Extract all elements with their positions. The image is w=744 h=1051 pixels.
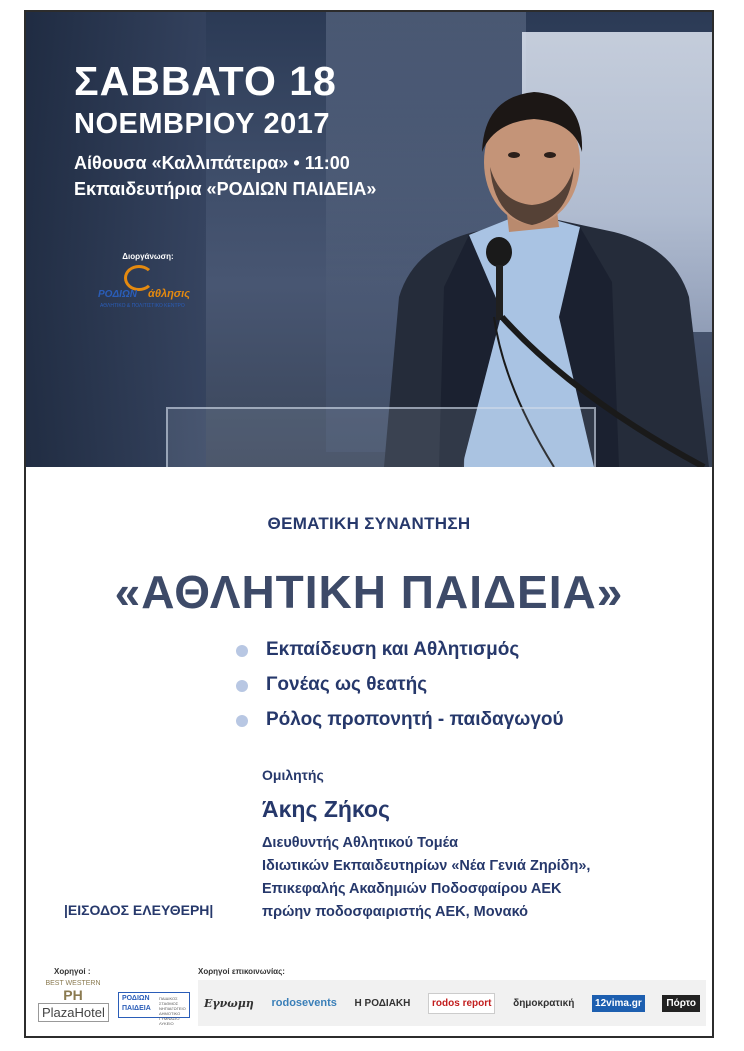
event-date-line1: ΣΑΒΒΑΤΟ 18 xyxy=(74,58,337,104)
organizer-logo-sub: ΑΘΛΗΤΙΚΟ & ΠΟΛΙΤΙΣΤΙΚΟ ΚΕΝΤΡΟ xyxy=(100,303,185,309)
topic-text: Ρόλος προπονητή - παιδαγωγού xyxy=(266,709,564,730)
sponsors-label: Χορηγοί : xyxy=(54,967,91,976)
bullet-icon xyxy=(236,680,248,692)
speaker-label: Ομιλητής xyxy=(262,767,324,783)
plaza-mark: PH xyxy=(63,987,83,1003)
media-logo: Πόρτο xyxy=(662,995,700,1012)
topic-text: Εκπαίδευση και Αθλητισμός xyxy=(266,639,520,660)
bio-line: Ιδιωτικών Εκπαιδευτηρίων «Νέα Γενιά Ζηρίδη», xyxy=(262,858,591,874)
media-logo: Η ΡΟΔΙΑΚΗ xyxy=(354,997,411,1009)
school-logo-text-2: ΠΑΙΔΕΙΑ xyxy=(122,1005,151,1012)
hero-photo xyxy=(26,12,712,467)
event-subtitle: ΘΕΜΑΤΙΚΗ ΣΥΝΑΝΤΗΣΗ xyxy=(267,514,471,533)
list-item xyxy=(236,707,564,742)
bio-line: Διευθυντής Αθλητικού Τομέα xyxy=(262,835,459,851)
venue-line2: Εκπαιδευτήρια «ΡΟΔΙΩΝ ΠΑΙΔΕΙΑ» xyxy=(74,179,377,199)
organizer xyxy=(88,252,198,315)
poster xyxy=(24,10,714,1038)
media-logo: rodos report xyxy=(428,993,495,1014)
media-logo: rodosevents xyxy=(271,997,337,1009)
event-title: «ΑΘΛΗΤΙΚΗ ΠΑΙΔΕΙΑ» xyxy=(114,566,624,618)
media-sponsor-strip xyxy=(198,980,706,1026)
plaza-top-text: BEST WESTERN xyxy=(45,980,101,987)
organizer-logo-text-2: άθλησις xyxy=(148,288,191,300)
school-logo-small: ΠΑΙΔΙΚΟΣ ΣΤΑΘΜΟΣ ΝΗΠΙΑΓΩΓΕΙΟ ΔΗΜΟΤΙΚΟ ΓΥΜΝΑΣΙΟ ΛΥΚΕΙΟ xyxy=(159,996,186,1026)
list-item xyxy=(236,672,564,707)
event-date-line2: ΝΟΕΜΒΡΙΟΥ 2017 xyxy=(74,108,331,140)
bullet-icon xyxy=(236,645,248,657)
free-entry-note: |ΕΙΣΟΔΟΣ ΕΛΕΥΘΕΡΗ| xyxy=(64,902,214,918)
plaza-hotel-logo xyxy=(38,980,108,1028)
venue-line1: Αίθουσα «Καλλιπάτειρα» • 11:00 xyxy=(74,153,350,173)
podium xyxy=(166,407,596,467)
organizer-label: Διοργάνωση: xyxy=(122,252,174,261)
bullet-icon xyxy=(236,715,248,727)
speaker-bio xyxy=(262,832,590,924)
bio-line: πρώην ποδοσφαιριστής ΑΕΚ, Μονακό xyxy=(262,904,529,920)
list-item xyxy=(236,637,564,672)
event-info xyxy=(74,58,376,202)
school-logo-text-1: ΡΟΔΙΩΝ xyxy=(122,995,150,1002)
bio-line: Επικεφαλής Ακαδημιών Ποδοσφαίρου ΑΕΚ xyxy=(262,881,562,897)
speaker-name: Άκης Ζήκος xyxy=(262,796,391,822)
school-logo xyxy=(118,992,190,1026)
organizer-logo xyxy=(98,265,191,315)
media-logo: δημοκρατική xyxy=(513,997,575,1009)
media-logo: 12vima.gr xyxy=(592,995,645,1012)
topic-text: Γονέας ως θεατής xyxy=(266,674,428,695)
organizer-logo-text-1: ΡΟΔΙΩΝ xyxy=(98,289,137,300)
media-logo: Εγνωμη xyxy=(204,996,254,1010)
topic-list xyxy=(236,637,564,742)
media-sponsors-label: Χορηγοί επικοινωνίας: xyxy=(198,967,285,976)
plaza-name: PlazaHotel xyxy=(38,1003,109,1022)
event-venue xyxy=(74,150,376,202)
